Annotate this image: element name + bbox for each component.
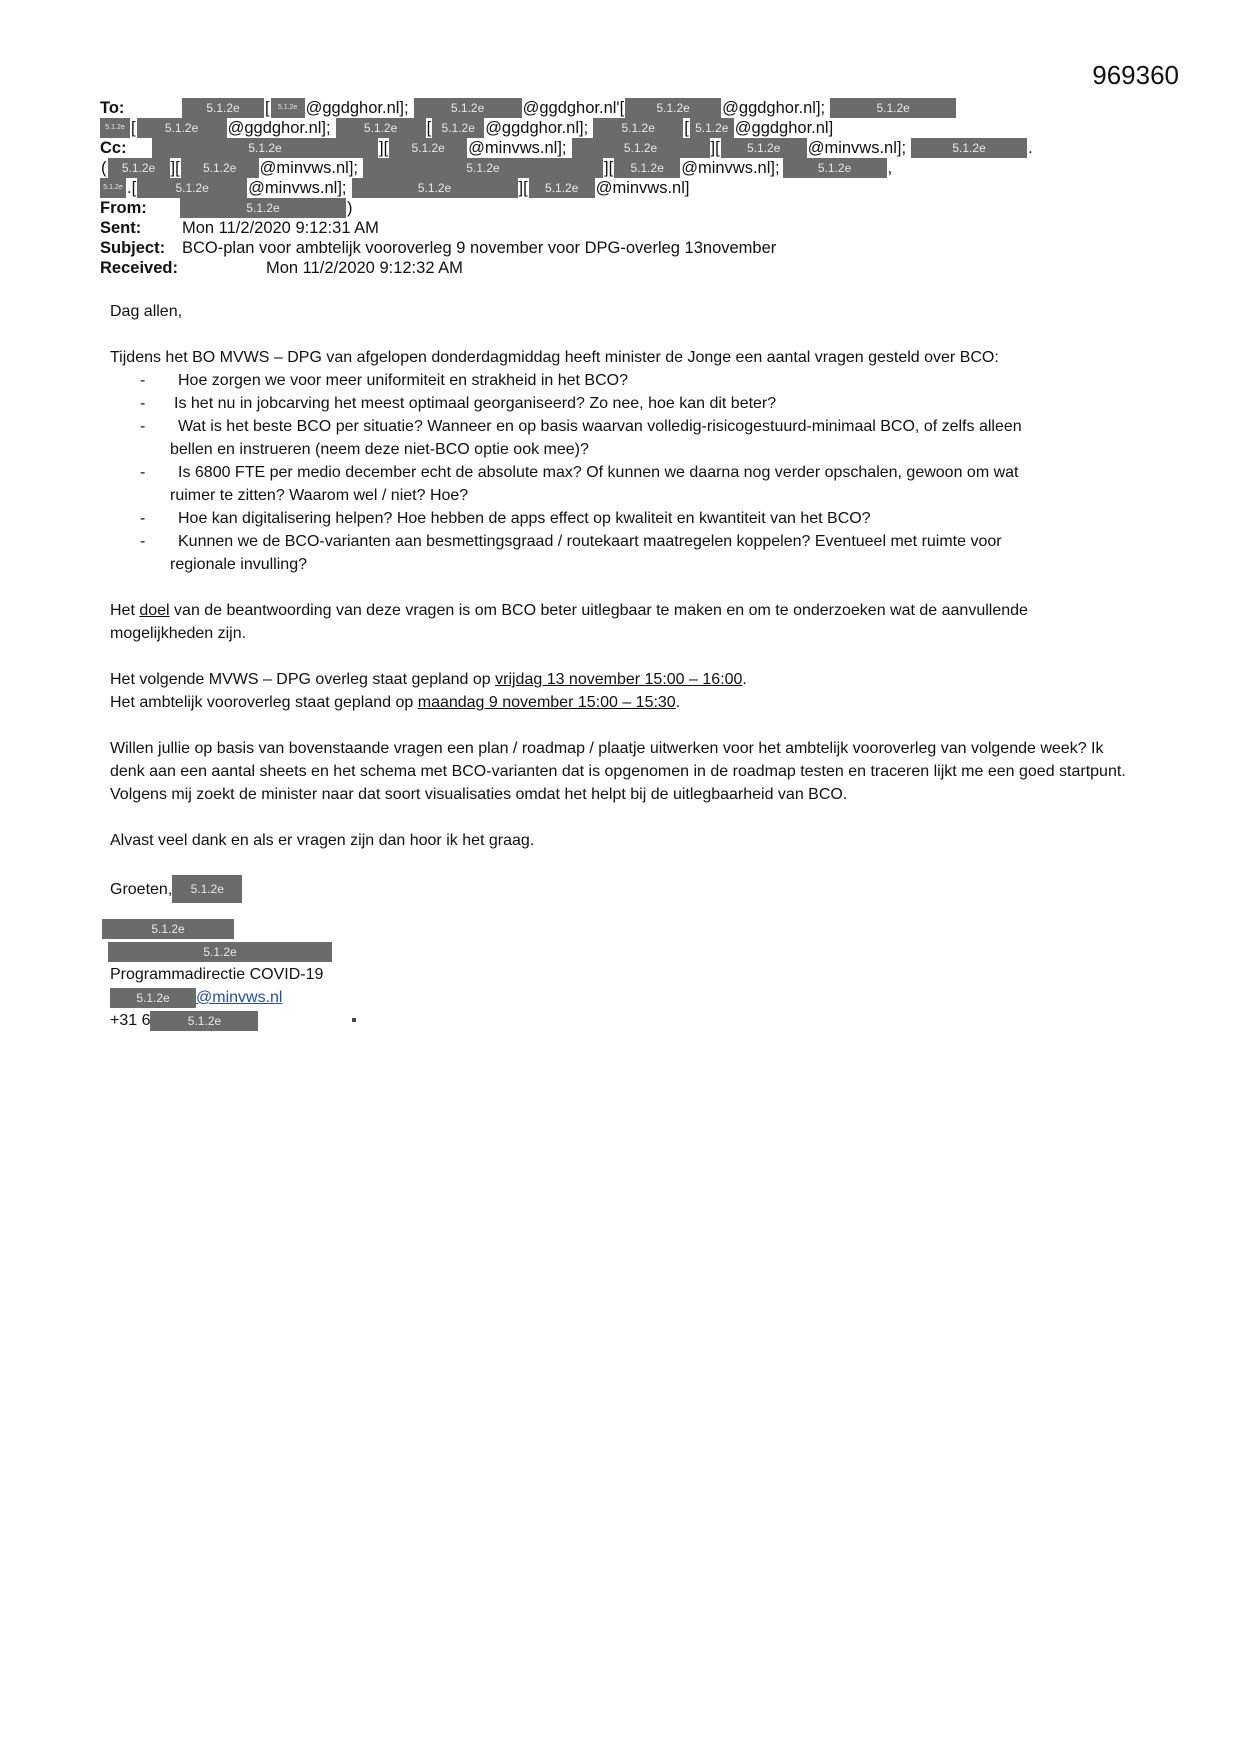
department: Programmadirectie COVID-19 [110,966,324,983]
email-body [110,300,1130,1032]
subject-label: Subject: [100,239,166,257]
redaction: 5.1.2e [100,178,126,198]
meeting-line: Het volgende MVWS – DPG overleg staat gepland op vrijdag 13 november 15:00 – 16:00. [110,671,747,688]
greeting: Dag allen, [110,303,183,320]
from-line: From: 5.1.2e ) [100,199,353,217]
redaction: 5.1.2e [100,118,130,138]
redaction: 5.1.2e [389,138,467,158]
email-header [100,98,1034,278]
email-address: @minvws.nl]; [681,159,780,177]
redaction: 5.1.2e [336,118,426,138]
cc-line: 5.1.2e .[ 5.1.2e @minvws.nl]; 5.1.2e ][ 5.1.2e @minvws.nl] [100,178,1034,198]
redaction: 5.1.2e [414,98,522,118]
redaction: 5.1.2e [102,919,234,939]
email-address: @ggdghor.nl]; [305,99,409,117]
subject-value: BCO-plan voor ambtelijk vooroverleg 9 november voor DPG-overleg 13november [182,239,777,257]
redaction: 5.1.2e [172,875,242,903]
list-item: - Wat is het beste BCO per situatie? Wanneer en op basis waarvan volledig-risicogestuurd-minimaal BCO, of zelfs alleen bellen en instrueren (neem deze niet-BCO optie ook mee)? [140,418,1022,458]
cc-label: Cc: [100,139,127,157]
from-label: From: [100,199,147,217]
list-item: - Is 6800 FTE per medio december echt de absolute max? Of kunnen we daarna nog verder opschalen, gewoon om wat ruimer te zitten? Waarom wel / niet? Hoe? [140,464,1019,504]
subject-line [100,238,1034,258]
list-item: - Kunnen we de BCO-varianten aan besmettingsgraad / routekaart maatregelen koppelen? Eventueel met ruimte voor regionale invulling? [140,533,1002,573]
redaction: 5.1.2e [137,118,227,138]
email-address: @ggdghor.nl]; [227,119,331,137]
meeting-date: maandag 9 november 15:00 – 15:30 [417,694,676,711]
redaction: 5.1.2e [137,178,247,198]
redaction: 5.1.2e [593,118,683,138]
sent-line [100,218,1034,238]
email-address: @minvws.nl]; [468,139,567,157]
received-value: Mon 11/2/2020 9:12:32 AM [266,259,463,277]
thanks-paragraph: Alvast veel dank en als er vragen zijn dan hoor ik het graag. [110,832,535,849]
list-item: - Hoe zorgen we voor meer uniformiteit en strakheid in het BCO? [140,372,628,389]
email-address: @ggdghor.nl]; [485,119,589,137]
redaction: 5.1.2e [830,98,956,118]
redaction: 5.1.2e [363,158,603,178]
email-address: @minvws.nl]; [807,139,907,157]
cc-line: Cc: 5.1.2e ][ 5.1.2e @minvws.nl]; 5.1.2e ][ 5.1.2e @minvws.nl]; 5.1.2e . [100,139,1033,157]
to-line: 5.1.2e [ 5.1.2e @ggdghor.nl]; 5.1.2e [ 5.1.2e @ggdghor.nl]; 5.1.2e [ 5.1.2e @ggdghor.nl] [100,118,1034,138]
email-address: @minvws.nl] [595,179,690,197]
stray-mark [352,1018,356,1022]
document-id: 969360 [1092,60,1179,90]
email-address: @ggdghor.nl'[ [522,99,625,117]
redaction: 5.1.2e [625,98,721,118]
meeting-line: Het ambtelijk vooroverleg staat gepland op maandag 9 november 15:00 – 15:30. [110,694,681,711]
email-address: @ggdghor.nl] [734,119,834,137]
redaction: 5.1.2e [783,158,887,178]
redaction: 5.1.2e [110,988,196,1008]
redaction: 5.1.2e [352,178,518,198]
redaction: 5.1.2e [911,138,1027,158]
redaction: 5.1.2e [721,138,807,158]
redaction: 5.1.2e [182,98,264,118]
signature [110,875,1130,1032]
received-label: Received: [100,259,178,277]
redaction: 5.1.2e [690,118,734,138]
redaction: 5.1.2e [432,118,484,138]
redaction: 5.1.2e [572,138,710,158]
email-address: @ggdghor.nl]; [722,99,826,117]
redaction: 5.1.2e [614,158,680,178]
redaction: 5.1.2e [150,1011,258,1031]
received-line [100,258,1034,278]
redaction: 5.1.2e [181,158,259,178]
intro: Tijdens het BO MVWS – DPG van afgelopen donderdagmiddag heeft minister de Jonge een aantal vragen gesteld over BCO: [110,349,999,366]
email-address: @minvws.nl]; [259,159,359,177]
redaction: 5.1.2e [529,178,595,198]
redaction: 5.1.2e [152,138,378,158]
sent-label: Sent: [100,219,142,237]
email-link[interactable]: @minvws.nl [196,989,283,1006]
redaction: 5.1.2e [108,158,170,178]
redaction: 5.1.2e [108,942,332,962]
list-item: - Hoe kan digitalisering helpen? Hoe hebben de apps effect op kwaliteit en kwantiteit van het BCO? [140,510,871,527]
list-item: - Is het nu in jobcarving het meest optimaal georganiseerd? Zo nee, hoe kan dit beter? [140,395,777,412]
redaction: 5.1.2e [271,98,305,118]
email-address: @minvws.nl]; [248,179,347,197]
request-paragraph: Willen jullie op basis van bovenstaande vragen een plan / roadmap / plaatje uitwerken voor het ambtelijk vooroverleg van volgende week? Ik denk aan een aantal sheets en het schema met BCO-varianten dat is opgenomen in de roadmap testen en traceren lijkt me een goed startpunt. Volgens mij zoekt de minister naar dat soort visualisaties omdat het helpt bij de uitlegbaarheid van BCO. [110,740,1126,803]
to-line: To: 5.1.2e [ 5.1.2e @ggdghor.nl]; 5.1.2e @ggdghor.nl'[ 5.1.2e @ggdghor.nl]; 5.1.2e [100,98,1034,118]
redaction: 5.1.2e [180,198,346,218]
question-list [110,369,1130,576]
sent-value: Mon 11/2/2020 9:12:31 AM [182,219,379,237]
goal-paragraph: Het doel van de beantwoording van deze vragen is om BCO beter uitlegbaar te maken en om te onderzoeken wat de aanvullende mogelijkheden zijn. [110,602,1028,642]
cc-line: ( 5.1.2e ][ 5.1.2e @minvws.nl]; 5.1.2e ][ 5.1.2e @minvws.nl]; 5.1.2e , [101,159,893,177]
meeting-date: vrijdag 13 november 15:00 – 16:00 [495,671,743,688]
phone-prefix: +31 6 [110,1012,151,1029]
closing: Groeten, [110,880,173,898]
to-label: To: [100,99,125,117]
